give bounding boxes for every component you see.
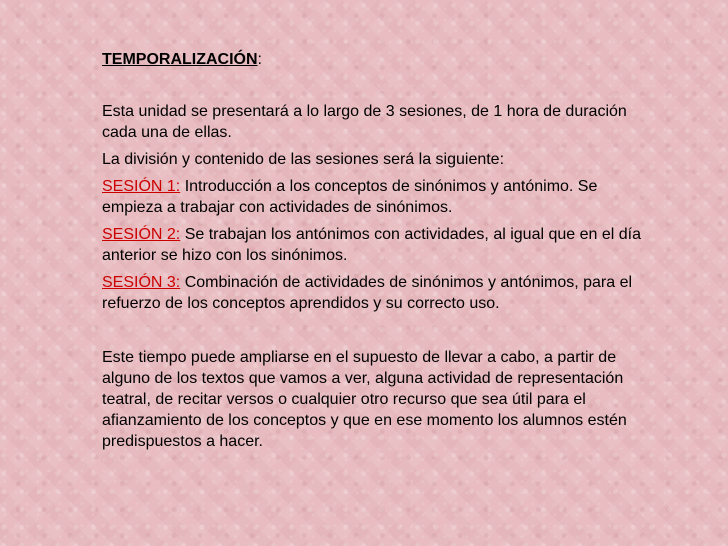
- spacer: [102, 320, 662, 347]
- session-2-paragraph: [102, 224, 662, 266]
- title-line: [102, 49, 662, 70]
- closing-paragraph: Este tiempo puede ampliarse en el supuesto de llevar a cabo, a partir de alguno de los textos que vamos a ver, alguna actividad de representación teatral, de recitar versos o cualquier otro recurso que sea útil para el afianzamiento de los conceptos y que en ese momento los alumnos estén predispuestos a hacer.: [102, 349, 627, 450]
- division-paragraph: La división y contenido de las sesiones será la siguiente:: [102, 151, 505, 168]
- session-1-text: Introducción a los conceptos de sinónimos y antónimo. Se empieza a trabajar con actividades de sinónimos.: [102, 178, 598, 216]
- session-3-label: SESIÓN 3:: [102, 274, 181, 291]
- session-1-paragraph: [102, 176, 662, 218]
- session-2-label: SESIÓN 2:: [102, 226, 181, 243]
- session-1-label: SESIÓN 1:: [102, 178, 181, 195]
- session-3-text: Combinación de actividades de sinónimos y antónimos, para el refuerzo de los conceptos aprendidos y su correcto uso.: [102, 274, 633, 312]
- slide-title: TEMPORALIZACIÓN: [102, 51, 258, 68]
- session-3-paragraph: [102, 272, 662, 314]
- session-2-text: Se trabajan los antónimos con actividades, al igual que en el día anterior se hizo con los sinónimos.: [102, 226, 641, 264]
- slide-content: [102, 49, 662, 458]
- intro-paragraph: Esta unidad se presentará a lo largo de 3 sesiones, de 1 hora de duración cada una de ellas.: [102, 103, 627, 141]
- title-colon: :: [257, 51, 262, 68]
